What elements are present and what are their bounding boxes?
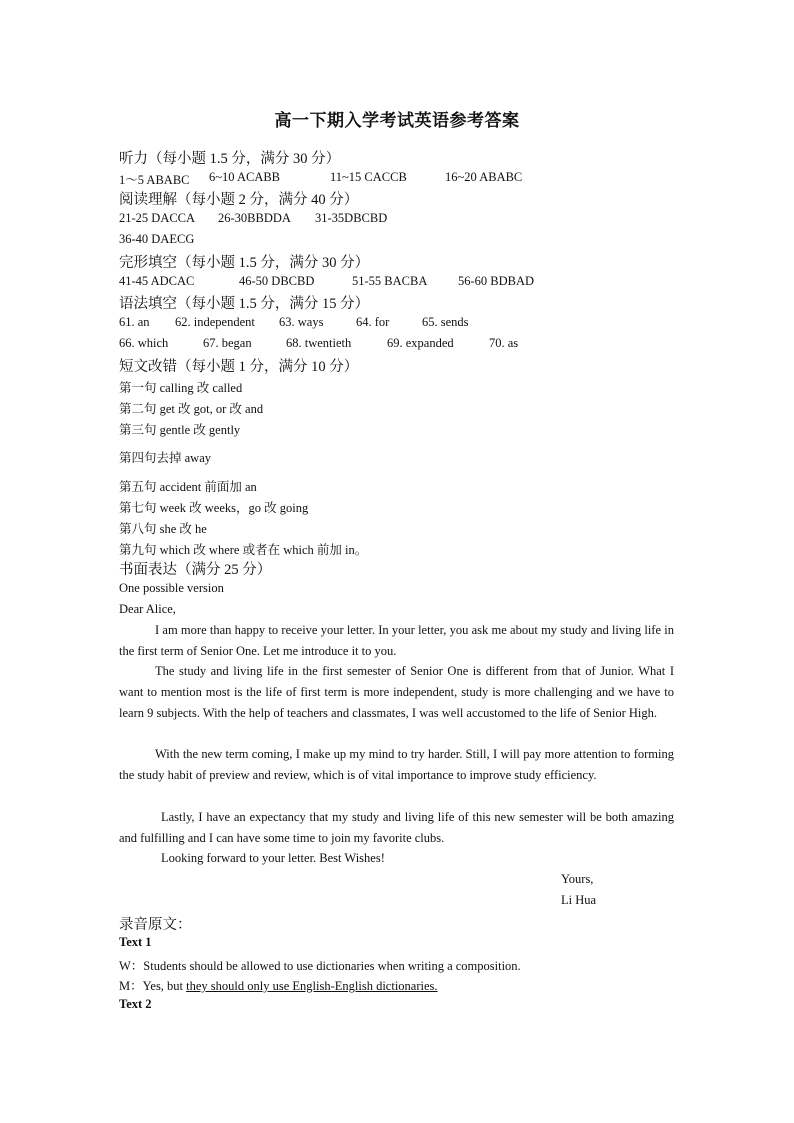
grammar-answer-68: 68. twentieth [286, 336, 352, 350]
listening-heading: 听力（每小题 1.5 分，满分 30 分） [119, 151, 341, 167]
grammar-answer-66: 66. which [119, 336, 169, 350]
transcript-m-underlined: they should only use English-English dictionaries. [186, 979, 438, 993]
correction-item: 第九句 which 改 where 或者在 which 前加 in。 [119, 543, 368, 557]
reading-answers-row2: 36-40 DAECG [119, 232, 195, 246]
correction-item: 第四句去掉 away [119, 451, 211, 465]
correction-item: 第二句 get 改 got, or 改 and [119, 402, 264, 416]
letter-paragraph-3: With the new term coming, I make up my mind to try harder. Still, I will pay more attention to forming the study habit of preview and review, which is of vital importance to improve study efficiency. [119, 747, 674, 782]
correction-item: 第五句 accident 前面加 an [119, 480, 257, 494]
reading-answer-2: 26-30BBDDA [218, 211, 291, 225]
grammar-answer-69: 69. expanded [387, 336, 454, 350]
grammar-answer-64: 64. for [356, 315, 390, 329]
writing-heading: 书面表达（满分 25 分） [119, 562, 272, 578]
page-title: 高一下期入学考试英语参考答案 [274, 111, 520, 130]
grammar-answer-62: 62. independent [175, 315, 255, 329]
cloze-answer-1: 41-45 ADCAC [119, 274, 195, 288]
grammar-answer-70: 70. as [489, 336, 519, 350]
transcript-text2-label: Text 2 [119, 997, 152, 1011]
correction-item: 第三句 gentle 改 gently [119, 423, 241, 437]
grammar-answer-67: 67. began [203, 336, 252, 350]
reading-heading: 阅读理解（每小题 2 分，满分 40 分） [119, 192, 359, 208]
letter-salutation: Dear Alice, [119, 602, 176, 616]
transcript-m-prefix: M：Yes, but [119, 979, 187, 993]
transcript-text1-label: Text 1 [119, 935, 152, 949]
grammar-answer-63: 63. ways [279, 315, 324, 329]
listening-answer-1: 1～5 ABABC [119, 173, 190, 187]
cloze-answer-2: 46-50 DBCBD [239, 274, 315, 288]
cloze-heading: 完形填空（每小题 1.5 分，满分 30 分） [119, 255, 370, 271]
transcript-w-line: W：Students should be allowed to use dictionaries when writing a composition. [119, 959, 521, 973]
listening-answer-4: 16~20 ABABC [445, 170, 523, 184]
letter-paragraph-4: Lastly, I have an expectancy that my study and living life of this new semester will be both amazing and fulfilling and I can have some time to join my favorite clubs. [119, 810, 674, 845]
grammar-answer-61: 61. an [119, 315, 150, 329]
correction-item: 第一句 calling 改 called [119, 381, 243, 395]
letter-paragraph-1: I am more than happy to receive your letter. In your letter, you ask me about my study and living life in the first term of Senior One. Let me introduce it to you. [119, 623, 674, 658]
letter-paragraph-5: Looking forward to your letter. Best Wishes! [161, 851, 385, 865]
cloze-answer-4: 56-60 BDBAD [458, 274, 535, 288]
correction-item: 第八句 she 改 he [119, 522, 207, 536]
correction-item: 第七句 week 改 weeks，go 改 going [119, 501, 309, 515]
cloze-answer-3: 51-55 BACBA [352, 274, 428, 288]
letter-signature: Li Hua [561, 893, 597, 907]
correction-heading: 短文改错（每小题 1 分，满分 10 分） [119, 359, 359, 375]
transcript-m-line [119, 976, 438, 994]
reading-answer-3: 31-35DBCBD [315, 211, 388, 225]
writing-version-label: One possible version [119, 581, 224, 595]
letter-paragraph-2: The study and living life in the first semester of Senior One is different from that of Junior. What I want to mention most is the life of first term is more independent, study is more challenging and we have to learn 9 subjects. With the help of teachers and classmates, I was well accustomed to the life of Senior High. [119, 664, 674, 720]
letter-closing: Yours, [561, 872, 594, 886]
listening-answer-2: 6~10 ACABB [209, 170, 281, 184]
transcript-heading: 录音原文： [119, 917, 192, 933]
grammar-heading: 语法填空（每小题 1.5 分，满分 15 分） [119, 296, 370, 312]
listening-answer-3: 11~15 CACCB [330, 170, 407, 184]
reading-answer-1: 21-25 DACCA [119, 211, 196, 225]
grammar-answer-65: 65. sends [422, 315, 469, 329]
